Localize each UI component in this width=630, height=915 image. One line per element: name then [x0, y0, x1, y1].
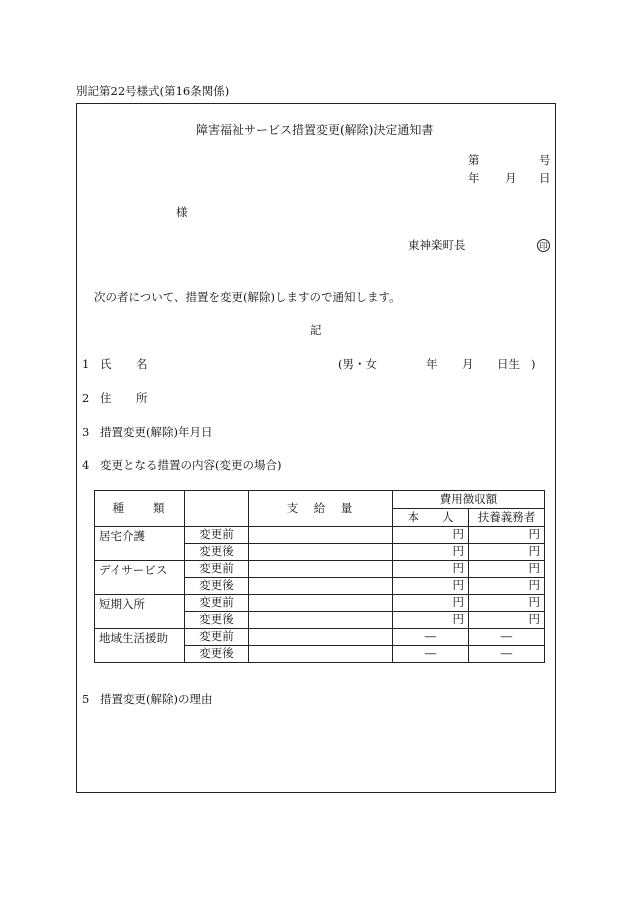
fee-supporter-cell[interactable]: 円 — [469, 527, 545, 544]
number-suffix: 号 — [539, 153, 551, 167]
service-name: 短期入所 — [95, 595, 185, 629]
amount-cell[interactable] — [249, 578, 393, 595]
item-1-label-b: 名 — [136, 357, 148, 371]
fee-self-dash: ― — [393, 646, 469, 663]
table-row — [95, 561, 545, 578]
header-fee: 費用徴収額 — [393, 491, 545, 509]
issuer-name: 東神楽町長 — [408, 238, 466, 252]
amount-cell[interactable] — [249, 646, 393, 663]
header-amount: 支 給 量 — [249, 491, 393, 527]
date-month: 月 — [505, 171, 517, 185]
fee-supporter-cell[interactable]: 円 — [469, 544, 545, 561]
birth-year: 年 — [426, 357, 438, 371]
fee-self-dash: ― — [393, 629, 469, 646]
amount-cell[interactable] — [249, 612, 393, 629]
change-before: 変更前 — [185, 595, 249, 612]
seal-mark: 印 — [537, 239, 550, 252]
fee-supporter-dash: ― — [469, 629, 545, 646]
service-name: 地域生活援助 — [95, 629, 185, 663]
birth-month: 月 — [462, 357, 474, 371]
header-supporter: 扶養義務者 — [469, 509, 545, 527]
change-after: 変更後 — [185, 578, 249, 595]
item-4-number: 4 — [82, 458, 90, 472]
service-name: 居宅介護 — [95, 527, 185, 561]
birth-day: 日生 — [497, 357, 520, 371]
item-2-number: 2 — [82, 391, 90, 405]
fee-supporter-cell[interactable]: 円 — [469, 612, 545, 629]
fee-self-cell[interactable]: 円 — [393, 578, 469, 595]
service-name: デイサービス — [95, 561, 185, 595]
birth-close: ) — [531, 357, 536, 371]
fee-supporter-cell[interactable]: 円 — [469, 595, 545, 612]
number-prefix: 第 — [468, 153, 480, 167]
item-3-number: 3 — [82, 425, 90, 439]
fee-self-cell[interactable]: 円 — [393, 561, 469, 578]
amount-cell[interactable] — [249, 595, 393, 612]
fee-self-cell[interactable]: 円 — [393, 612, 469, 629]
item-5-label: 措置変更(解除)の理由 — [100, 692, 213, 706]
fee-supporter-cell[interactable]: 円 — [469, 578, 545, 595]
item-1-label-a: 氏 — [100, 357, 112, 371]
item-1-number: 1 — [82, 357, 90, 371]
amount-cell[interactable] — [249, 629, 393, 646]
amount-cell[interactable] — [249, 544, 393, 561]
change-after: 変更後 — [185, 612, 249, 629]
header-type: 種 類 — [95, 491, 185, 527]
fee-self-cell[interactable]: 円 — [393, 595, 469, 612]
table-row — [95, 527, 545, 544]
document-title: 障害福祉サービス措置変更(解除)決定通知書 — [196, 123, 434, 137]
header-self: 本 人 — [393, 509, 469, 527]
item-2-label-a: 住 — [100, 391, 112, 405]
amount-cell[interactable] — [249, 561, 393, 578]
intro-text: 次の者について、措置を変更(解除)しますので通知します。 — [94, 290, 401, 304]
fee-table — [94, 490, 545, 663]
item-4-label: 変更となる措置の内容(変更の場合) — [100, 458, 282, 472]
change-before: 変更前 — [185, 561, 249, 578]
date-day: 日 — [539, 171, 551, 185]
addressee-suffix: 様 — [176, 205, 188, 219]
fee-self-cell[interactable]: 円 — [393, 544, 469, 561]
change-after: 変更後 — [185, 544, 249, 561]
fee-supporter-cell[interactable]: 円 — [469, 561, 545, 578]
item-5-number: 5 — [82, 692, 90, 706]
item-2-label-b: 所 — [136, 391, 148, 405]
fee-self-cell[interactable]: 円 — [393, 527, 469, 544]
gender-choice: (男・女 — [338, 357, 377, 371]
fee-supporter-dash: ― — [469, 646, 545, 663]
table-row — [95, 595, 545, 612]
item-3-label: 措置変更(解除)年月日 — [100, 425, 213, 439]
amount-cell[interactable] — [249, 527, 393, 544]
table-row — [95, 629, 545, 646]
change-after: 変更後 — [185, 646, 249, 663]
document-frame — [76, 103, 556, 793]
date-year: 年 — [468, 171, 480, 185]
form-reference: 別記第22号様式(第16条関係) — [76, 84, 230, 98]
change-before: 変更前 — [185, 629, 249, 646]
ki-heading: 記 — [310, 323, 322, 337]
header-empty — [185, 491, 249, 527]
change-before: 変更前 — [185, 527, 249, 544]
